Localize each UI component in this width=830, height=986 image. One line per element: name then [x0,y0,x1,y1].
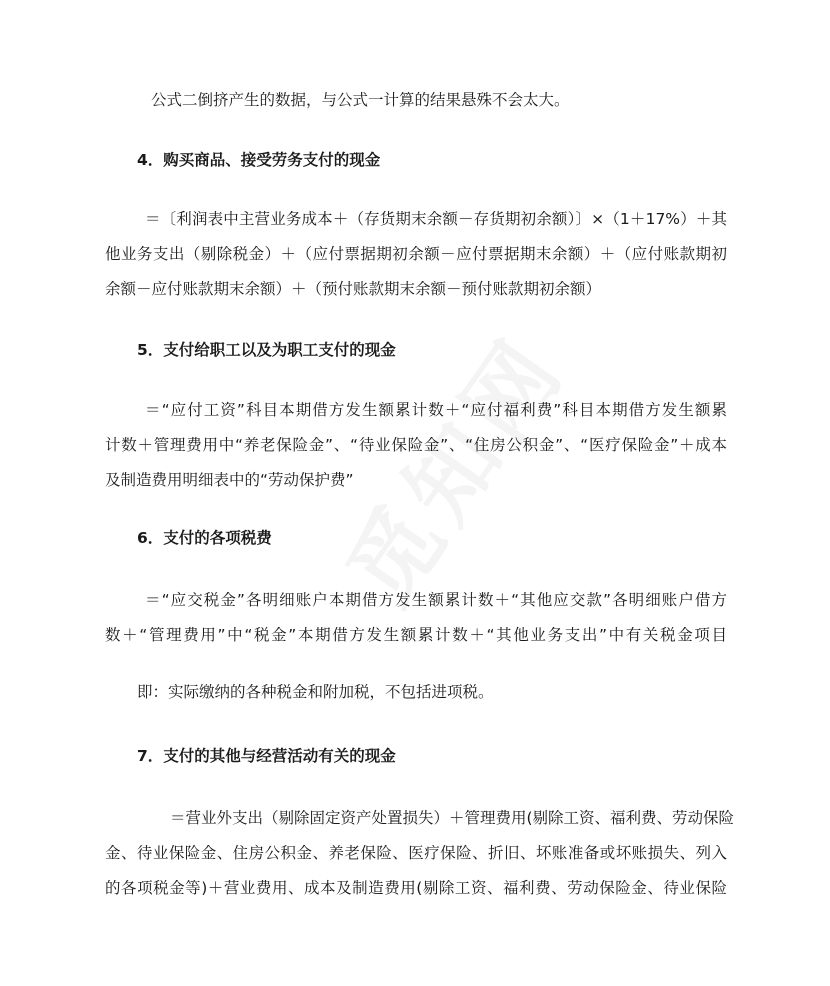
formula-line: ＝〔利润表中主营业务成本＋（存货期末余额－存货期初余额）〕×（1＋17%）＋其 [145,210,727,228]
formula-line: 计数＋管理费用中“养老保险金”、“待业保险金”、“住房公积金”、“医疗保险金”＋成本 [105,436,727,454]
formula-line: 数＋“管理费用”中“税金”本期借方发生额累计数＋“其他业务支出”中有关税金项目 [105,626,727,644]
formula-line: 及制造费用明细表中的“劳动保护费” [105,471,354,489]
heading-5: 5．支付给职工以及为职工支付的现金 [137,341,396,359]
intro-text: 公式二倒挤产生的数据，与公式一计算的结果悬殊不会太大。 [151,91,570,109]
formula-line: ＝“应付工资”科目本期借方发生额累计数＋“应付福利费”科目本期借方发生额累 [145,401,727,419]
formula-line: 的各项税金等)＋营业费用、成本及制造费用(剔除工资、福利费、劳动保险金、待业保险 [105,879,727,897]
formula-line: 余额－应付账款期末余额）＋（预付账款期末余额－预付账款期初余额） [105,280,602,298]
heading-4: 4．购买商品、接受劳务支付的现金 [137,151,381,169]
formula-line: 金、待业保险金、住房公积金、养老保险、医疗保险、折旧、坏账准备或坏账损失、列入 [105,844,727,862]
formula-line: ＝“应交税金”各明细账户本期借方发生额累计数＋“其他应交款”各明细账户借方 [145,591,727,609]
note-text: 即：实际缴纳的各种税金和附加税，不包括进项税。 [137,683,494,701]
formula-line: ＝营业外支出（剔除固定资产处置损失）＋管理费用(剔除工资、福利费、劳动保险 [170,809,735,827]
heading-6: 6．支付的各项税费 [137,529,272,547]
formula-line: 他业务支出（剔除税金）＋（应付票据期初余额－应付票据期末余额）＋（应付账款期初 [105,245,727,263]
heading-7: 7．支付的其他与经营活动有关的现金 [137,747,396,765]
